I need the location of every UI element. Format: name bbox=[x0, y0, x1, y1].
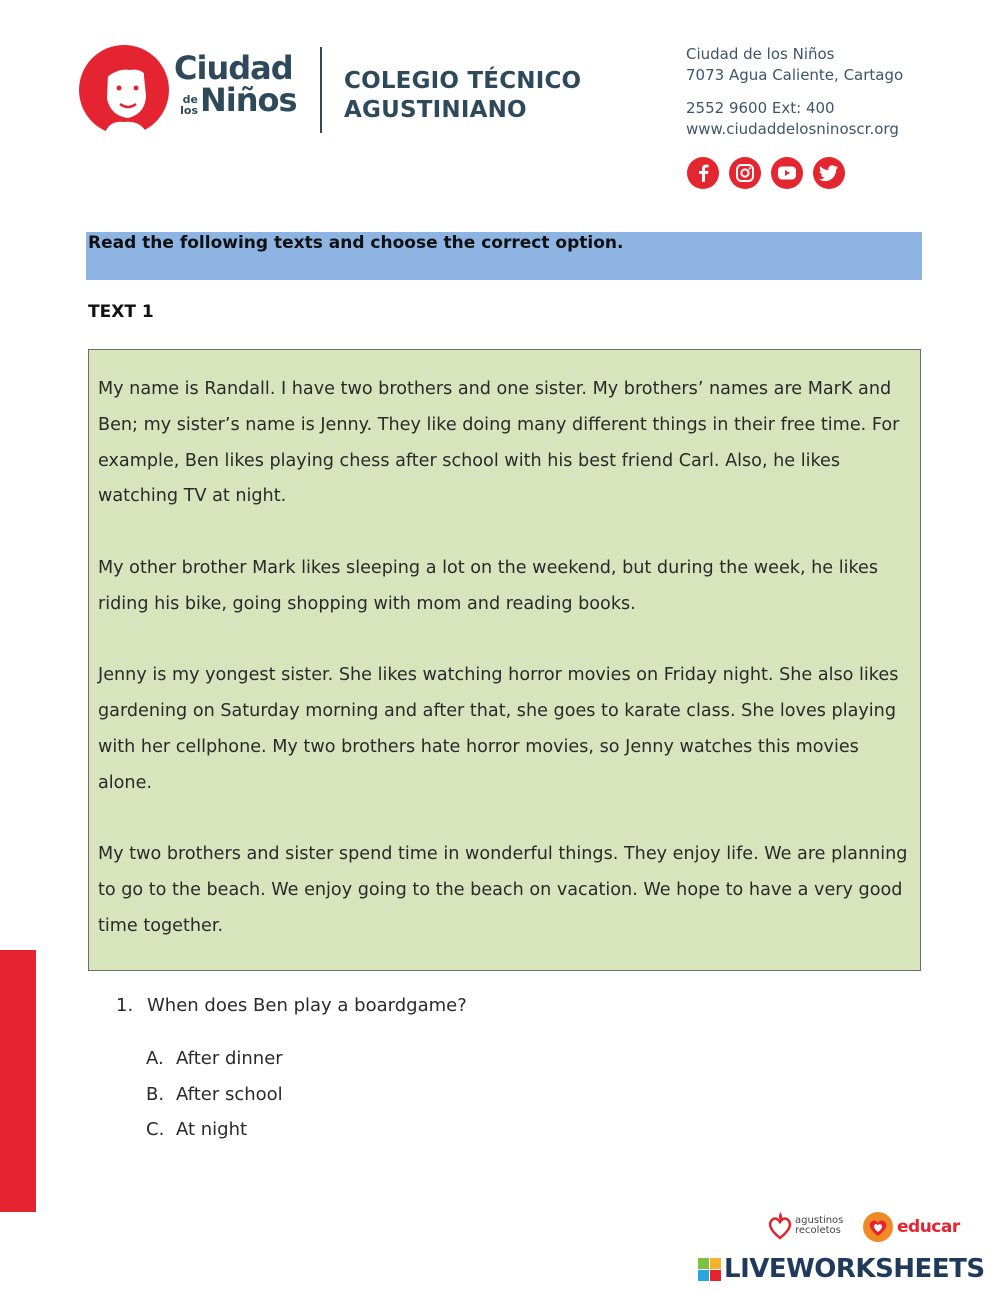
side-accent-band bbox=[0, 950, 36, 1212]
instagram-icon[interactable] bbox=[729, 157, 761, 189]
contact-address: 7073 Agua Caliente, Cartago bbox=[686, 66, 904, 84]
educar-text: educar bbox=[897, 1217, 960, 1237]
option-text: After dinner bbox=[176, 1048, 283, 1069]
question-1 bbox=[116, 995, 467, 1016]
reading-passage bbox=[88, 349, 921, 971]
option-a[interactable] bbox=[146, 1041, 283, 1077]
paragraph-2: My other brother Mark likes sleeping a lot on the weekend, but during the week, he likes riding his bike, going shopping with mom and reading books. bbox=[98, 557, 879, 614]
option-letter: C. bbox=[146, 1119, 165, 1140]
facebook-icon[interactable] bbox=[687, 157, 719, 189]
question-number: 1. bbox=[116, 995, 134, 1016]
option-letter: B. bbox=[146, 1083, 165, 1105]
contact-phone: 2552 9600 Ext: 400 bbox=[686, 99, 835, 117]
header-divider bbox=[320, 47, 322, 133]
contact-name: Ciudad de los Niños bbox=[686, 45, 835, 63]
liveworksheets-brand[interactable] bbox=[698, 1254, 985, 1284]
educar-logo bbox=[862, 1211, 960, 1243]
option-b[interactable] bbox=[146, 1077, 283, 1113]
logo-wordmark bbox=[174, 49, 297, 119]
instruction-bar bbox=[86, 232, 922, 280]
option-letter: A. bbox=[146, 1048, 164, 1069]
social-links bbox=[687, 157, 845, 189]
option-text: At night bbox=[176, 1119, 248, 1140]
agustinos-line-2: recoletos bbox=[795, 1225, 841, 1236]
logo-ninos: Niños bbox=[200, 81, 297, 119]
educar-heart-icon bbox=[862, 1211, 894, 1243]
liveworksheets-icon bbox=[698, 1258, 721, 1281]
logo-de-los: de los bbox=[180, 93, 198, 117]
question-text: When does Ben play a boardgame? bbox=[147, 995, 467, 1016]
twitter-icon[interactable] bbox=[813, 157, 845, 189]
paragraph-1: My name is Randall. I have two brothers and one sister. My brothers’ names are MarK and Ben; my sister’s name is Jenny. They like doing many different things in their free time. For example, Ben likes playing chess after school with his best friend Carl. Also, he likes watching TV at night. bbox=[98, 379, 900, 507]
paragraph-4: My two brothers and sister spend time in wonderful things. They enjoy life. We are planning to go to the beach. We enjoy going to the beach on vacation. We hope to have a very good time together. bbox=[98, 844, 908, 936]
school-name-line-1: COLEGIO TÉCNICO bbox=[344, 68, 582, 94]
school-name bbox=[344, 67, 581, 125]
youtube-icon[interactable] bbox=[771, 157, 803, 189]
contact-info bbox=[686, 44, 903, 140]
option-c[interactable] bbox=[146, 1112, 283, 1148]
boy-face-logo-icon bbox=[78, 44, 170, 136]
agustinos-line-1: agustinos bbox=[795, 1215, 844, 1226]
heart-flame-icon bbox=[768, 1212, 792, 1240]
logo-ciudad: Ciudad bbox=[174, 49, 293, 87]
school-name-line-2: AGUSTINIANO bbox=[344, 97, 527, 123]
option-text: After school bbox=[176, 1083, 283, 1105]
paragraph-3: Jenny is my yongest sister. She likes watching horror movies on Friday night. She also likes gardening on Saturday morning and after that, she goes to karate class. She loves playing with her cellphone. My two brothers hate horror movies, so Jenny watches this movies alone. bbox=[98, 665, 899, 793]
text-title: TEXT 1 bbox=[88, 302, 154, 322]
answer-options bbox=[146, 1041, 283, 1148]
instruction-text: Read the following texts and choose the correct option. bbox=[88, 233, 624, 253]
liveworksheets-text: LIVEWORKSHEETS bbox=[724, 1254, 985, 1284]
agustinos-recoletos-logo bbox=[768, 1212, 843, 1240]
school-logo bbox=[78, 44, 598, 139]
contact-website[interactable]: www.ciudaddelosninoscr.org bbox=[686, 120, 899, 138]
